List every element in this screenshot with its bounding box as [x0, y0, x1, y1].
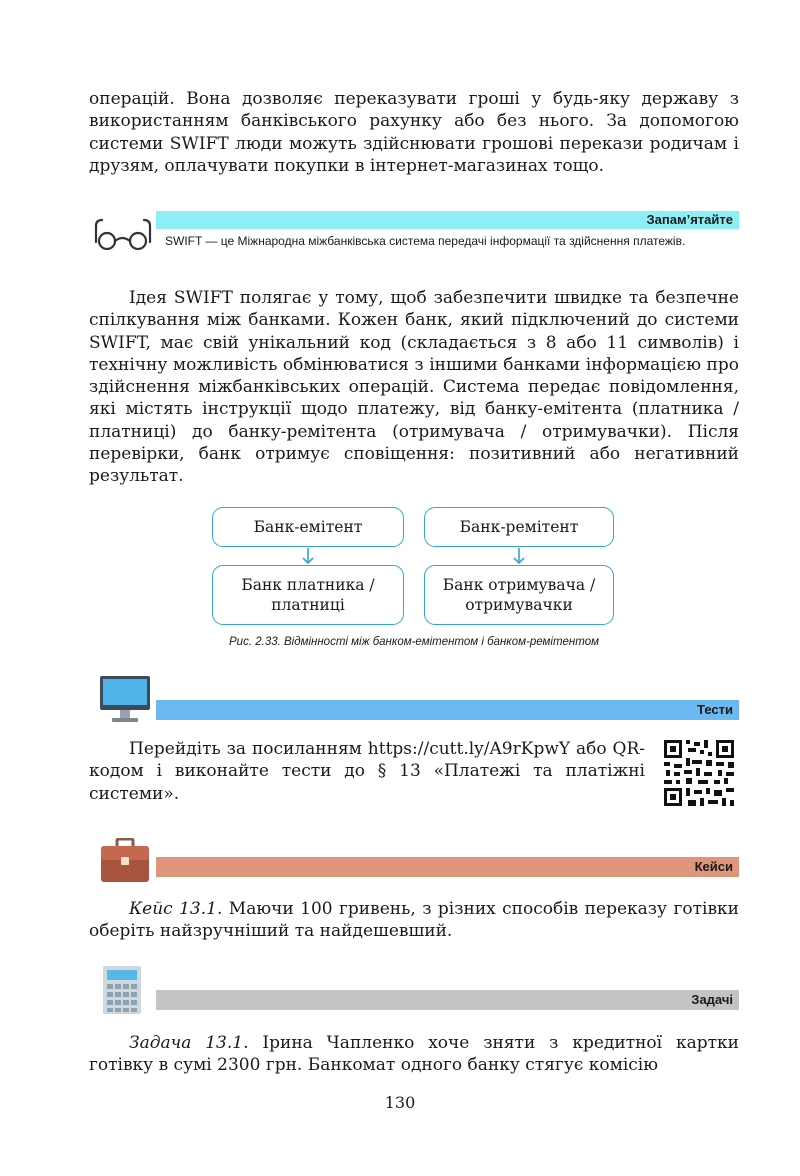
issuer-bank-box [212, 507, 404, 547]
cases-bar: Кейси [156, 857, 739, 877]
remember-bar: Запам’ятайте [156, 211, 739, 229]
task-label: Задача 13.1 [129, 1033, 244, 1053]
task-text: . Ірина Чапленко хоче зняти з кредитної картки готівку в сумі 2300 грн. Банкомат одного банку стягує комісію [89, 1033, 739, 1076]
computer-monitor-icon [100, 676, 150, 724]
briefcase-icon [101, 838, 149, 882]
task-paragraph [89, 1032, 739, 1078]
tasks-bar: Задачі [156, 990, 739, 1010]
tests-text: Перейдіть за посиланням https://cutt.ly/A9rKpwY або QR-кодом і виконайте тести до § 13 «Платежі та платіжні системи». [89, 739, 645, 804]
remitter-bank-label: Банк-ремітент [459, 518, 579, 536]
intro-paragraph: операцій. Вона дозволяє переказувати гроші у будь-яку державу з використанням банківського рахунку або без нього. За допомогою системи SWIFT люди можуть здійснювати грошові перекази родичам і друзям, оплачувати покупки в інтернет-магазинах тощо. [89, 89, 739, 176]
swift-paragraph: Ідея SWIFT полягає у тому, щоб забезпечити швидке та безпечне спілкування між банками. Кожен банк, який підключений до системи SWIFT, має свій унікальний код (складається з 8 або 11 символів) і технічну можливість обмінюватися з іншими банками інформацією про здійснення міжбанківських операцій. Система передає повідомлення, які містять інструкції щодо платежу, від банку-емітента (платника / платниці) до банку-ремітента (отримувача / отримувачки). Після перевірки, банк отримує сповіщення: позитивний або негативний результат. [89, 288, 739, 487]
case-paragraph [89, 898, 739, 943]
glasses-icon [92, 216, 154, 250]
case-text: . Маючи 100 гривень, з різних способів переказу готівки оберіть найзручніший та найдешевший. [89, 899, 739, 942]
qr-code-icon[interactable] [662, 738, 736, 808]
receiver-bank-box [424, 565, 614, 625]
figure-caption: Рис. 2.33. Відмінності між банком-емітентом і банком-ремітентом [229, 636, 599, 648]
remitter-bank-box [424, 507, 614, 547]
payer-bank-line1: Банк платника / [241, 576, 375, 594]
remember-definition: SWIFT — це Міжнародна міжбанківська система передачі інформації та здійснення платежів. [165, 234, 686, 248]
calculator-icon [103, 966, 141, 1014]
receiver-bank-line2: отримувачки [465, 596, 573, 614]
tests-bar: Тести [156, 700, 739, 720]
case-label: Кейс 13.1 [129, 899, 217, 919]
arrow-down-icon [302, 547, 314, 565]
payer-bank-box [212, 565, 404, 625]
issuer-bank-label: Банк-емітент [253, 518, 363, 536]
payer-bank-line2: платниці [271, 596, 345, 614]
receiver-bank-line1: Банк отримувача / [442, 576, 596, 594]
arrow-down-icon [513, 547, 525, 565]
page-number: 130 [384, 1093, 416, 1112]
